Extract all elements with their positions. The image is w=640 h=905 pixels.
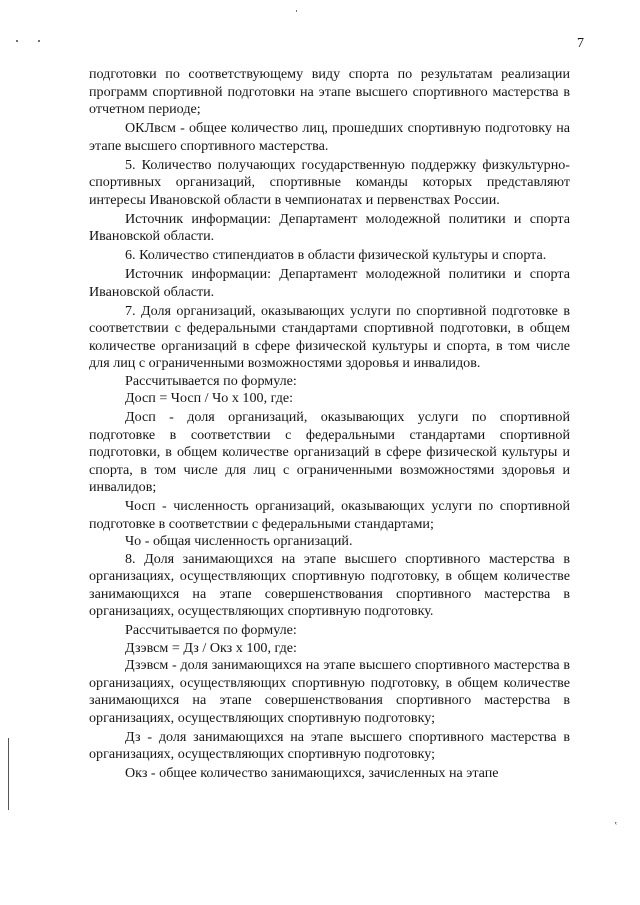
scan-margin-mark: ‛	[614, 820, 618, 832]
paragraph-dosp-definition: Досп - доля организаций, оказывающих услуги по спортивной подготовке в соответствии с федеральными стандартами спортивной подготовки, в общем количестве организаций в сфере физической культуры и спорта, в том числе для лиц с ограниченными возможностями здоровья и инвалидов;	[89, 409, 570, 495]
scan-speck	[296, 10, 297, 12]
paragraph-dz-definition: Дз - доля занимающихся на этапе высшего спортивного мастерства в организациях, осуществляющих спортивную подготовку;	[89, 728, 570, 762]
paragraph-item-5: 5. Количество получающих государственную поддержку физкультурно-спортивных организаций, спортивные команды которых представляют интересы Ивановской области в чемпионатах и первенствах России.	[89, 156, 570, 208]
document-body	[89, 66, 570, 783]
scan-speck	[38, 40, 40, 42]
paragraph-formula-7: Досп = Чосп / Чо х 100, где:	[125, 390, 294, 406]
paragraph-item-7: 7. Доля организаций, оказывающих услуги по спортивной подготовке в соответствии с федеральными стандартами спортивной подготовки, в общем количестве организаций в сфере физической культуры и спорта, в том числе для лиц с ограниченными возможностями здоровья и инвалидов.	[89, 302, 570, 371]
paragraph-source-5: Источник информации: Департамент молодежной политики и спорта Ивановской области.	[89, 210, 570, 244]
page-number: 7	[577, 36, 584, 51]
paragraph-okz-definition: Окз - общее количество занимающихся, зачисленных на этапе	[125, 765, 499, 781]
paragraph-formula-intro-8: Рассчитывается по формуле:	[125, 622, 297, 638]
paragraph-oklvsm-definition: ОКЛвсм - общее количество лиц, прошедших спортивную подготовку на этапе высшего спортивного мастерства.	[89, 120, 570, 154]
paragraph-cho-definition: Чо - общая численность организаций.	[125, 533, 353, 549]
paragraph-item-6: 6. Количество стипендиатов в области физической культуры и спорта.	[125, 247, 547, 263]
scan-margin-line	[8, 738, 9, 810]
paragraph-item-8: 8. Доля занимающихся на этапе высшего спортивного мастерства в организациях, осуществляющих спортивную подготовку, в общем количестве занимающихся на этапе совершенствования спортивного мастерства в организациях, осуществляющих спортивную подготовку.	[89, 550, 570, 619]
paragraph-formula-intro-7: Рассчитывается по формуле:	[125, 372, 297, 389]
paragraph-continuation: подготовки по соответствующему виду спорта по результатам реализации программ спортивной подготовки на этапе высшего спортивного мастерства в отчетном периоде;	[89, 66, 570, 117]
paragraph-formula-8: Дзэвсм = Дз / Окз х 100, где:	[125, 639, 297, 656]
paragraph-source-6: Источник информации: Департамент молодежной политики и спорта Ивановской области.	[89, 266, 570, 300]
scan-speck	[16, 40, 18, 42]
paragraph-dzevsm-definition: Дзэвсм - доля занимающихся на этапе высшего спортивного мастерства в организациях, осуществляющих спортивную подготовку, в общем количестве занимающихся на этапе совершенствования спортивного мастерства в организациях, осуществляющих спортивную подготовку;	[89, 657, 570, 726]
paragraph-chosp-definition: Чосп - численность организаций, оказывающих услуги по спортивной подготовке в соответствии с федеральными стандартами;	[89, 498, 570, 532]
